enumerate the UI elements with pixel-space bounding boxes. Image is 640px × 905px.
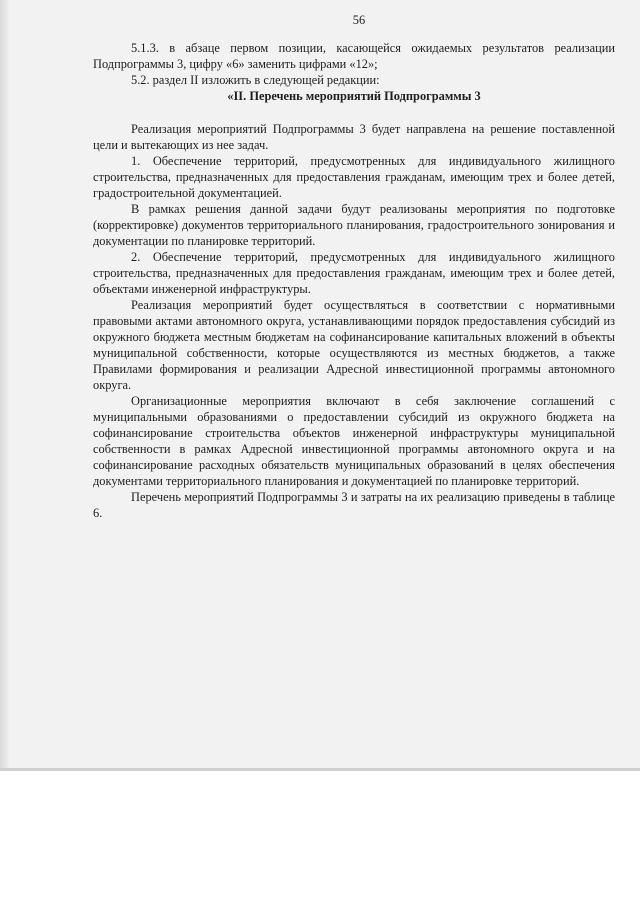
body-paragraph: Реализация мероприятий будет осуществляться в соответствии с нормативными правовыми актами автономного округа, устанавливающими порядок предоставления субсидий из окружного бюджета местным бюджетам на софинансирование капитальных вложений в объекты муниципальной собственности, которые осуществляются из местных бюджетов, а также Правилами формирования и реализации Адресной инвестиционной программы автономного округа.	[93, 298, 615, 392]
page-number: 56	[352, 13, 366, 27]
body-paragraph: 1. Обеспечение территорий, предусмотренных для индивидуального жилищного строительства, предназначенных для предоставления гражданам, имеющим трех и более детей, градостроительной документацией.	[93, 154, 615, 200]
body-paragraph: Реализация мероприятий Подпрограммы 3 будет направлена на решение поставленной цели и вытекающих из нее задач.	[93, 122, 615, 152]
document-page	[93, 12, 615, 521]
body-paragraph: Организационные мероприятия включают в себя заключение соглашений с муниципальными образованиями о предоставлении субсидий из окружного бюджета на софинансирование строительства объектов инженерной инфраструктуры муниципальной собственности в рамках Адресной инвестиционной программы автономного округа и на софинансирование расходных обязательств муниципальных образований в целях обеспечения документами территориального планирования и документацией по планировке территорий.	[93, 394, 615, 488]
body-paragraph: 2. Обеспечение территорий, предусмотренных для индивидуального жилищного строительства, предназначенных для предоставления гражданам, имеющим трех и более детей, объектами инженерной инфраструктуры.	[93, 250, 615, 296]
section-heading: «II. Перечень мероприятий Подпрограммы 3	[227, 89, 481, 103]
paragraph-amendment-5-1-3: 5.1.3. в абзаце первом позиции, касающейся ожидаемых результатов реализации Подпрограммы 3, цифру «6» заменить цифрами «12»;	[93, 41, 615, 71]
paragraph-amendment-5-2: 5.2. раздел II изложить в следующей редакции:	[131, 73, 380, 87]
body-paragraph: Перечень мероприятий Подпрограммы 3 и затраты на их реализацию приведены в таблице 6.	[93, 490, 615, 520]
body-paragraph: В рамках решения данной задачи будут реализованы мероприятия по подготовке (корректировке) документов территориального планирования, градостроительного зонирования и документации по планировке территорий.	[93, 202, 615, 248]
scan-edge-shadow	[0, 0, 10, 768]
